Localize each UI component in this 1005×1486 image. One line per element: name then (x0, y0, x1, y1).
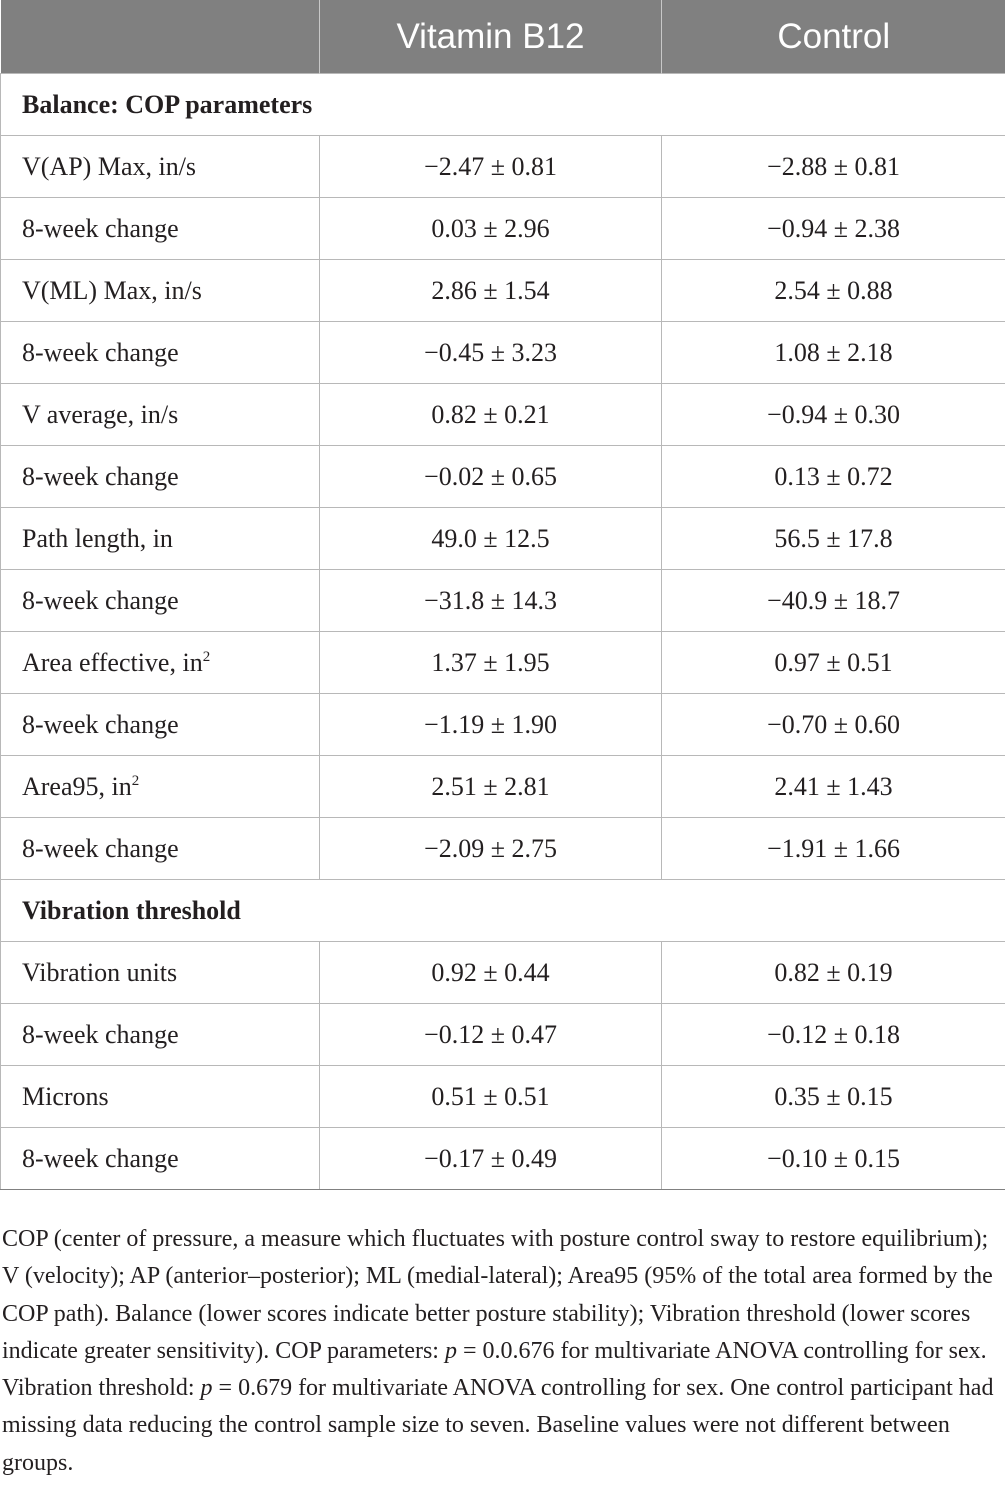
control-value: −0.12 ± 0.18 (662, 1004, 1005, 1066)
row-label-cell (1, 756, 320, 818)
control-value: −0.70 ± 0.60 (662, 694, 1005, 756)
row-label: Area effective, in (22, 647, 203, 677)
footnote-part1: COP (center of pressure, a measure which fluctuates with posture control sway to restore equilibrium); V (velocity); AP (anterior–posterior); ML (medial-lateral); Area95 (95% of the total area formed by the COP path). Balance (lower scores indicate better posture stability); Vibration threshold (lower scores indicate greater sensitivity). COP parameters: (2, 1226, 993, 1364)
header-vitamin-b12: Vitamin B12 (320, 0, 662, 74)
control-value: −2.88 ± 0.81 (662, 136, 1005, 198)
table-row (1, 694, 1005, 756)
vitamin-b12-value: 0.03 ± 2.96 (320, 198, 662, 260)
row-label: Microns (22, 1081, 109, 1111)
row-label-cell (1, 632, 320, 694)
table-row (1, 198, 1005, 260)
row-label-cell (1, 818, 320, 880)
row-label: 8-week change (22, 213, 179, 243)
row-label-cell (1, 1128, 320, 1190)
row-label-superscript: 2 (202, 648, 211, 665)
vitamin-b12-value: 0.51 ± 0.51 (320, 1066, 662, 1128)
vitamin-b12-value: 0.82 ± 0.21 (320, 384, 662, 446)
control-value: 2.41 ± 1.43 (662, 756, 1005, 818)
row-label: 8-week change (22, 461, 179, 491)
footnote-part3: = 0.679 for multivariate ANOVA controlling for sex. One control participant had missing data reducing the control sample size to seven. Baseline values were not different between groups. (2, 1375, 994, 1476)
row-label: 8-week change (22, 337, 179, 367)
table-row (1, 446, 1005, 508)
table-row (1, 384, 1005, 446)
row-label-superscript: 2 (131, 772, 140, 789)
row-label: 8-week change (22, 1019, 179, 1049)
table-row (1, 260, 1005, 322)
table-row (1, 818, 1005, 880)
row-label-cell (1, 1066, 320, 1128)
control-value: 0.97 ± 0.51 (662, 632, 1005, 694)
vitamin-b12-value: −2.47 ± 0.81 (320, 136, 662, 198)
row-label: 8-week change (22, 585, 179, 615)
row-label: V(AP) Max, in/s (22, 151, 197, 181)
row-label-cell (1, 260, 320, 322)
table-row (1, 508, 1005, 570)
table-row (1, 1128, 1005, 1190)
control-value: 0.82 ± 0.19 (662, 942, 1005, 1004)
control-value: −0.10 ± 0.15 (662, 1128, 1005, 1190)
vitamin-b12-value: 1.37 ± 1.95 (320, 632, 662, 694)
control-value: 2.54 ± 0.88 (662, 260, 1005, 322)
vitamin-b12-value: 0.92 ± 0.44 (320, 942, 662, 1004)
footnote-part2: = 0.0.676 for multivariate ANOVA controlling for sex. Vibration threshold: (2, 1337, 987, 1402)
header-control: Control (662, 0, 1005, 74)
vitamin-b12-value: 2.51 ± 2.81 (320, 756, 662, 818)
footnote-p-symbol-2: p (200, 1375, 213, 1402)
control-value: −0.94 ± 2.38 (662, 198, 1005, 260)
table-row (1, 570, 1005, 632)
control-value: 1.08 ± 2.18 (662, 322, 1005, 384)
vitamin-b12-value: −31.8 ± 14.3 (320, 570, 662, 632)
section-title: Vibration threshold (1, 880, 1005, 942)
section-header-row (1, 74, 1005, 136)
row-label-cell (1, 942, 320, 1004)
vitamin-b12-value: 49.0 ± 12.5 (320, 508, 662, 570)
row-label-cell (1, 384, 320, 446)
table-footnote (2, 1221, 1000, 1482)
row-label-cell (1, 694, 320, 756)
control-value: 56.5 ± 17.8 (662, 508, 1005, 570)
row-label-cell (1, 136, 320, 198)
row-label: 8-week change (22, 833, 179, 863)
row-label-cell (1, 1004, 320, 1066)
row-label: V average, in/s (22, 399, 179, 429)
table-row (1, 1004, 1005, 1066)
row-label-cell (1, 508, 320, 570)
row-label: Path length, in (22, 523, 173, 553)
table-row (1, 632, 1005, 694)
vitamin-b12-value: −2.09 ± 2.75 (320, 818, 662, 880)
table-row (1, 136, 1005, 198)
vitamin-b12-value: −0.45 ± 3.23 (320, 322, 662, 384)
footnote-p-symbol-1: p (444, 1337, 457, 1364)
table-row (1, 1066, 1005, 1128)
row-label: 8-week change (22, 709, 179, 739)
table-row (1, 322, 1005, 384)
vitamin-b12-value: 2.86 ± 1.54 (320, 260, 662, 322)
table-row (1, 942, 1005, 1004)
row-label: Area95, in (22, 771, 132, 801)
control-value: −1.91 ± 1.66 (662, 818, 1005, 880)
row-label: 8-week change (22, 1143, 179, 1173)
vitamin-b12-value: −0.17 ± 0.49 (320, 1128, 662, 1190)
header-row (1, 0, 1005, 74)
row-label-cell (1, 570, 320, 632)
control-value: 0.13 ± 0.72 (662, 446, 1005, 508)
row-label-cell (1, 198, 320, 260)
vitamin-b12-value: −0.12 ± 0.47 (320, 1004, 662, 1066)
control-value: −0.94 ± 0.30 (662, 384, 1005, 446)
table-body (1, 74, 1005, 1190)
section-title: Balance: COP parameters (1, 74, 1005, 136)
vitamin-b12-value: −1.19 ± 1.90 (320, 694, 662, 756)
section-header-row (1, 880, 1005, 942)
row-label-cell (1, 322, 320, 384)
row-label: V(ML) Max, in/s (22, 275, 202, 305)
control-value: −40.9 ± 18.7 (662, 570, 1005, 632)
header-blank (1, 0, 320, 74)
row-label: Vibration units (22, 957, 178, 987)
row-label-cell (1, 446, 320, 508)
control-value: 0.35 ± 0.15 (662, 1066, 1005, 1128)
vitamin-b12-value: −0.02 ± 0.65 (320, 446, 662, 508)
table-row (1, 756, 1005, 818)
